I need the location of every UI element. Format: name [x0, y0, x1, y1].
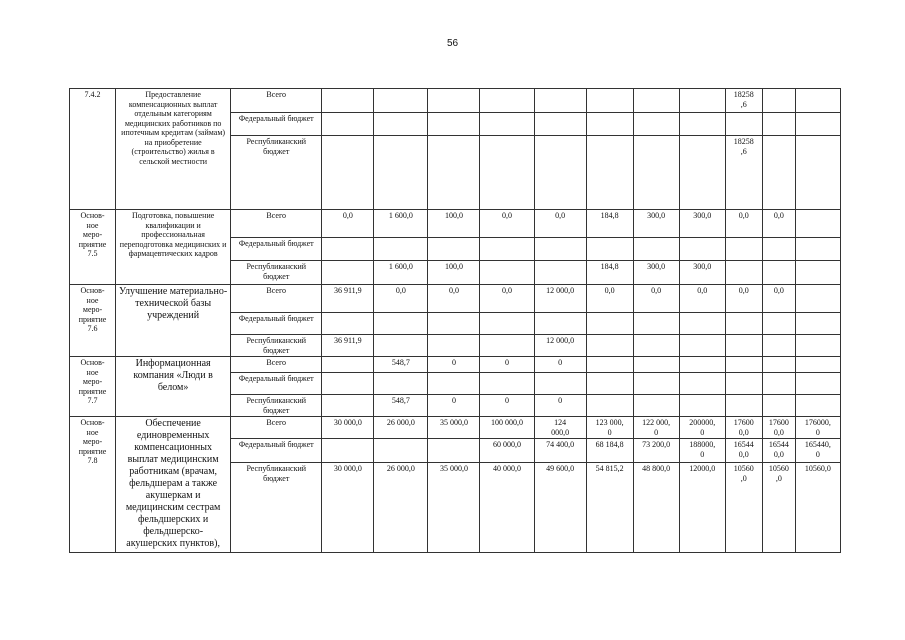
amount-cell: [322, 113, 374, 136]
table-row: [70, 89, 841, 113]
amount-cell: [374, 439, 428, 463]
amount-cell: 100 000,0: [480, 417, 534, 439]
amount-cell: 300,0: [633, 261, 679, 285]
amount-cell: [322, 238, 374, 261]
amount-cell: [534, 313, 586, 335]
funding-source: Федеральный бюджет: [231, 313, 322, 335]
amount-cell: [762, 313, 795, 335]
amount-cell: [480, 313, 534, 335]
amount-cell: 122 000, 0: [633, 417, 679, 439]
amount-cell: [586, 113, 633, 136]
amount-cell: 184,8: [586, 261, 633, 285]
amount-cell: 165440, 0: [795, 439, 840, 463]
amount-cell: 17600 0,0: [762, 417, 795, 439]
funding-source: Федеральный бюджет: [231, 373, 322, 395]
amount-cell: [374, 238, 428, 261]
amount-cell: 0,0: [762, 210, 795, 238]
amount-cell: [428, 113, 480, 136]
amount-cell: [480, 335, 534, 357]
amount-cell: 16544 0,0: [762, 439, 795, 463]
amount-cell: [762, 395, 795, 417]
amount-cell: 49 600,0: [534, 463, 586, 553]
amount-cell: [679, 373, 725, 395]
amount-cell: 200000, 0: [679, 417, 725, 439]
amount-cell: [725, 373, 762, 395]
amount-cell: [762, 238, 795, 261]
amount-cell: 30 000,0: [322, 463, 374, 553]
amount-cell: [795, 395, 840, 417]
funding-source: Федеральный бюджет: [231, 439, 322, 463]
amount-cell: [795, 238, 840, 261]
amount-cell: [428, 335, 480, 357]
amount-cell: 0: [428, 357, 480, 373]
table-row: [70, 285, 841, 313]
amount-cell: [795, 89, 840, 113]
amount-cell: 0,0: [480, 285, 534, 313]
amount-cell: [586, 238, 633, 261]
amount-cell: [679, 335, 725, 357]
amount-cell: 74 400,0: [534, 439, 586, 463]
amount-cell: [795, 335, 840, 357]
amount-cell: [633, 357, 679, 373]
amount-cell: [795, 357, 840, 373]
measure-code: Основ- ное меро- приятие 7.8: [70, 417, 116, 553]
amount-cell: 0: [480, 395, 534, 417]
amount-cell: 30 000,0: [322, 417, 374, 439]
amount-cell: [534, 113, 586, 136]
amount-cell: [633, 373, 679, 395]
amount-cell: 184,8: [586, 210, 633, 238]
amount-cell: 10560 ,0: [762, 463, 795, 553]
amount-cell: [795, 313, 840, 335]
amount-cell: [586, 335, 633, 357]
amount-cell: [762, 89, 795, 113]
amount-cell: [679, 136, 725, 210]
amount-cell: [633, 313, 679, 335]
funding-source: Всего: [231, 285, 322, 313]
amount-cell: [428, 136, 480, 210]
amount-cell: [762, 261, 795, 285]
amount-cell: 17600 0,0: [725, 417, 762, 439]
amount-cell: [428, 89, 480, 113]
amount-cell: [322, 313, 374, 335]
amount-cell: 35 000,0: [428, 417, 480, 439]
amount-cell: 300,0: [633, 210, 679, 238]
measure-code: Основ- ное меро- приятие 7.7: [70, 357, 116, 417]
amount-cell: [725, 113, 762, 136]
amount-cell: [633, 113, 679, 136]
amount-cell: [480, 136, 534, 210]
amount-cell: [428, 238, 480, 261]
funding-source: Республиканский бюджет: [231, 463, 322, 553]
amount-cell: 548,7: [374, 357, 428, 373]
amount-cell: [795, 113, 840, 136]
amount-cell: 0,0: [586, 285, 633, 313]
amount-cell: [633, 395, 679, 417]
amount-cell: [586, 313, 633, 335]
measure-name: Обеспечение единовременных компенсационных выплат медицинским работникам (врачам, фельдшерам а также акушеркам и медицинским сестрам фельдшерских и фельдшерско-акушерских пунктов),: [116, 417, 231, 553]
measure-name: Предоставление компенсационных выплат отдельным категориям медицинских работников по ипотечным кредитам (займам) на приобретение (строительство) жилья в сельской местности: [116, 89, 231, 210]
amount-cell: 100,0: [428, 210, 480, 238]
amount-cell: [795, 261, 840, 285]
amount-cell: [679, 313, 725, 335]
amount-cell: [534, 373, 586, 395]
amount-cell: [725, 395, 762, 417]
funding-source: Республиканский бюджет: [231, 335, 322, 357]
amount-cell: [633, 335, 679, 357]
amount-cell: [374, 373, 428, 395]
amount-cell: [633, 89, 679, 113]
measure-code: 7.4.2: [70, 89, 116, 210]
amount-cell: [322, 395, 374, 417]
amount-cell: [586, 136, 633, 210]
amount-cell: [374, 335, 428, 357]
amount-cell: [586, 357, 633, 373]
funding-source: Всего: [231, 210, 322, 238]
amount-cell: [322, 373, 374, 395]
amount-cell: [322, 89, 374, 113]
amount-cell: [534, 89, 586, 113]
amount-cell: 0,0: [322, 210, 374, 238]
amount-cell: [534, 136, 586, 210]
amount-cell: [374, 89, 428, 113]
funding-source: Республиканский бюджет: [231, 395, 322, 417]
amount-cell: 0,0: [725, 285, 762, 313]
amount-cell: [679, 89, 725, 113]
amount-cell: [795, 285, 840, 313]
funding-source: Всего: [231, 357, 322, 373]
budget-table: [69, 88, 841, 553]
amount-cell: [725, 238, 762, 261]
amount-cell: 300,0: [679, 210, 725, 238]
funding-source: Всего: [231, 417, 322, 439]
table-body: [70, 89, 841, 553]
amount-cell: [480, 113, 534, 136]
amount-cell: 0: [428, 395, 480, 417]
amount-cell: 48 800,0: [633, 463, 679, 553]
amount-cell: [534, 261, 586, 285]
amount-cell: [480, 373, 534, 395]
amount-cell: 40 000,0: [480, 463, 534, 553]
table-row: [70, 210, 841, 238]
table-row: [70, 357, 841, 373]
amount-cell: 12 000,0: [534, 335, 586, 357]
amount-cell: [322, 261, 374, 285]
amount-cell: 10560 ,0: [725, 463, 762, 553]
amount-cell: 54 815,2: [586, 463, 633, 553]
amount-cell: 36 911,9: [322, 335, 374, 357]
amount-cell: [322, 136, 374, 210]
amount-cell: 26 000,0: [374, 417, 428, 439]
amount-cell: [679, 357, 725, 373]
measure-name: Подготовка, повышение квалификации и профессиональная переподготовка медицинских и фармацевтических кадров: [116, 210, 231, 285]
measure-name: Улучшение материально-технической базы учреждений: [116, 285, 231, 357]
amount-cell: 0: [534, 357, 586, 373]
amount-cell: [762, 113, 795, 136]
amount-cell: [534, 238, 586, 261]
amount-cell: [725, 261, 762, 285]
amount-cell: [762, 335, 795, 357]
page-number: 56: [446, 38, 459, 49]
amount-cell: 0,0: [428, 285, 480, 313]
amount-cell: 18258 ,6: [725, 136, 762, 210]
amount-cell: 73 200,0: [633, 439, 679, 463]
amount-cell: [795, 373, 840, 395]
amount-cell: 0,0: [762, 285, 795, 313]
amount-cell: [762, 357, 795, 373]
table-row: [70, 417, 841, 439]
amount-cell: [586, 89, 633, 113]
amount-cell: 100,0: [428, 261, 480, 285]
amount-cell: [725, 313, 762, 335]
amount-cell: 0,0: [534, 210, 586, 238]
amount-cell: 68 184,8: [586, 439, 633, 463]
amount-cell: 12 000,0: [534, 285, 586, 313]
amount-cell: 0,0: [725, 210, 762, 238]
amount-cell: [480, 238, 534, 261]
measure-code: Основ- ное меро- приятие 7.5: [70, 210, 116, 285]
amount-cell: 0,0: [679, 285, 725, 313]
amount-cell: 188000, 0: [679, 439, 725, 463]
amount-cell: 0,0: [374, 285, 428, 313]
amount-cell: 176000, 0: [795, 417, 840, 439]
amount-cell: 1 600,0: [374, 261, 428, 285]
amount-cell: [480, 261, 534, 285]
amount-cell: [374, 136, 428, 210]
amount-cell: [679, 238, 725, 261]
funding-source: Федеральный бюджет: [231, 113, 322, 136]
amount-cell: [322, 357, 374, 373]
amount-cell: 1 600,0: [374, 210, 428, 238]
amount-cell: 12000,0: [679, 463, 725, 553]
amount-cell: [428, 439, 480, 463]
amount-cell: [633, 238, 679, 261]
amount-cell: [679, 395, 725, 417]
amount-cell: [725, 335, 762, 357]
amount-cell: 0,0: [480, 210, 534, 238]
amount-cell: 36 911,9: [322, 285, 374, 313]
amount-cell: 0,0: [633, 285, 679, 313]
amount-cell: [679, 113, 725, 136]
amount-cell: [586, 395, 633, 417]
amount-cell: 18258 ,6: [725, 89, 762, 113]
amount-cell: [633, 136, 679, 210]
amount-cell: 16544 0,0: [725, 439, 762, 463]
amount-cell: [762, 136, 795, 210]
amount-cell: [795, 136, 840, 210]
funding-source: Всего: [231, 89, 322, 113]
funding-source: Федеральный бюджет: [231, 238, 322, 261]
amount-cell: 35 000,0: [428, 463, 480, 553]
amount-cell: 10560,0: [795, 463, 840, 553]
amount-cell: [428, 373, 480, 395]
amount-cell: [586, 373, 633, 395]
amount-cell: [480, 89, 534, 113]
measure-code: Основ- ное меро- приятие 7.6: [70, 285, 116, 357]
amount-cell: 548,7: [374, 395, 428, 417]
amount-cell: 124 000,0: [534, 417, 586, 439]
amount-cell: 60 000,0: [480, 439, 534, 463]
amount-cell: [374, 113, 428, 136]
funding-source: Республиканский бюджет: [231, 136, 322, 210]
amount-cell: [762, 373, 795, 395]
amount-cell: 26 000,0: [374, 463, 428, 553]
amount-cell: 0: [480, 357, 534, 373]
amount-cell: [374, 313, 428, 335]
amount-cell: 300,0: [679, 261, 725, 285]
amount-cell: [795, 210, 840, 238]
amount-cell: [428, 313, 480, 335]
amount-cell: 0: [534, 395, 586, 417]
amount-cell: [725, 357, 762, 373]
amount-cell: 123 000, 0: [586, 417, 633, 439]
funding-source: Республиканский бюджет: [231, 261, 322, 285]
measure-name: Информационная компания «Люди в белом»: [116, 357, 231, 417]
amount-cell: [322, 439, 374, 463]
